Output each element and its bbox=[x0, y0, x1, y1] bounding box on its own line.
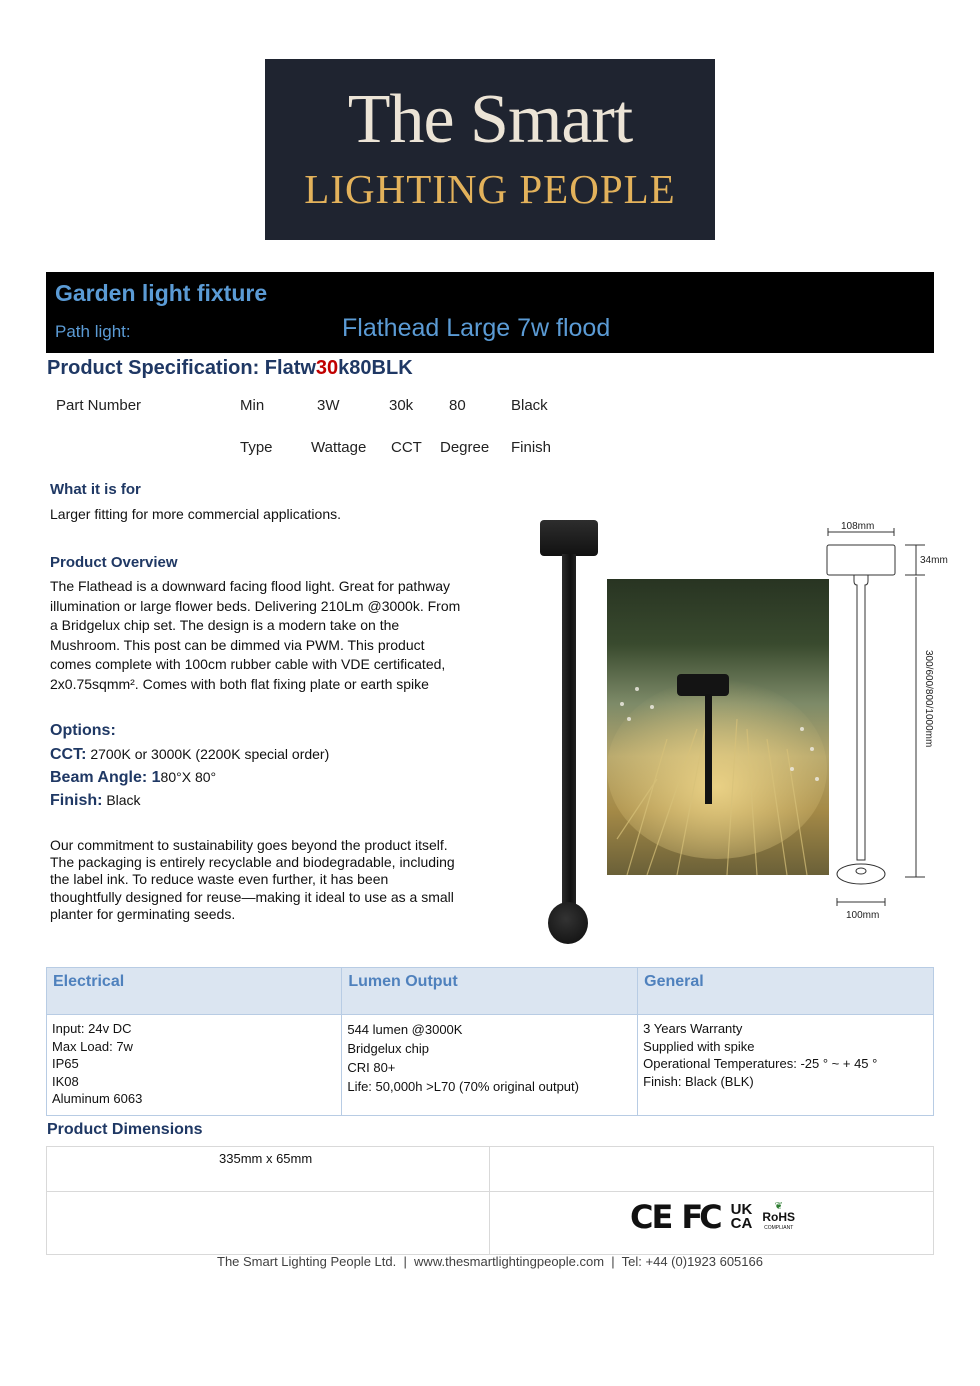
spec-header-electrical: Electrical bbox=[47, 968, 342, 1015]
code-degree-label: Degree bbox=[440, 439, 490, 456]
general-cell bbox=[638, 1015, 934, 1116]
sustainability-line: Our commitment to sustainability goes beyond the product itself. bbox=[50, 837, 448, 853]
sustainability-text bbox=[50, 837, 455, 923]
fixture-post bbox=[562, 554, 576, 926]
rohs-sub: COMPLIANT bbox=[764, 1224, 794, 1231]
spec-header-lumen: Lumen Output bbox=[342, 968, 638, 1015]
code-type-value: Min bbox=[240, 397, 265, 414]
option-cct bbox=[50, 743, 329, 766]
ce-mark: CE bbox=[629, 1198, 672, 1236]
lumen-item: Bridgelux chip bbox=[347, 1041, 429, 1056]
dimensions-value-cell bbox=[47, 1147, 490, 1192]
lumen-item: CRI 80+ bbox=[347, 1060, 396, 1075]
code-wattage-label: Wattage bbox=[311, 439, 367, 456]
code-degree-value: 80 bbox=[449, 397, 466, 414]
electrical-item: Max Load: 7w bbox=[52, 1038, 133, 1054]
general-item: 3 Years Warranty bbox=[643, 1021, 743, 1036]
option-finish-value: Black bbox=[102, 792, 141, 808]
overview-line: illumination or large flower beds. Delivering 210Lm @3000k. From bbox=[50, 597, 461, 614]
overview-line: a Bridgelux chip set. The design is a modern take on the bbox=[50, 617, 400, 633]
lumen-item: 544 lumen @3000K bbox=[347, 1022, 463, 1037]
technical-drawing bbox=[820, 515, 955, 925]
garden-photo bbox=[607, 579, 829, 875]
overview-line: The Flathead is a downward facing flood light. Great for pathway bbox=[50, 578, 450, 594]
dimensions-empty-cell bbox=[47, 1192, 490, 1255]
lumen-cell bbox=[342, 1015, 638, 1116]
options-list bbox=[50, 743, 329, 812]
ukca-bottom: CA bbox=[730, 1215, 753, 1232]
general-item: Finish: Black (BLK) bbox=[643, 1073, 754, 1089]
dim-top-width: 108mm bbox=[841, 521, 875, 532]
overview-line: 2x0.75sqmm². Comes with both flat fixing plate or earth spike bbox=[50, 675, 429, 692]
electrical-item: IP65 bbox=[52, 1056, 79, 1071]
option-beam-label: Beam Angle: 1 bbox=[50, 769, 161, 786]
overview-line: comes complete with 100cm rubber cable with VDE certificated, bbox=[50, 656, 446, 672]
spec-title bbox=[47, 357, 413, 380]
product-photo bbox=[538, 520, 598, 950]
dimensions-heading: Product Dimensions bbox=[47, 1121, 203, 1138]
code-wattage-value: 3W bbox=[317, 397, 340, 414]
electrical-item: Aluminum 6063 bbox=[52, 1091, 143, 1106]
dimensions-value: 335mm x 65mm bbox=[219, 1151, 313, 1166]
option-cct-label: CCT: bbox=[50, 746, 87, 763]
rohs-label: RoHS bbox=[762, 1209, 795, 1224]
rohs-mark bbox=[762, 1201, 795, 1234]
option-beam bbox=[50, 766, 329, 789]
spec-table bbox=[46, 967, 934, 1116]
overview-heading: Product Overview bbox=[50, 554, 178, 571]
what-for-text: Larger fitting for more commercial applications. bbox=[50, 506, 342, 522]
garden-photo-scene bbox=[607, 579, 829, 875]
option-beam-value: 80°X 80° bbox=[160, 769, 217, 785]
code-part-number: Part Number bbox=[56, 397, 142, 414]
code-finish-value: Black bbox=[511, 397, 548, 414]
spec-title-suffix: k80BLK bbox=[338, 357, 413, 379]
fixture-head bbox=[540, 520, 598, 556]
dim-head-height: 34mm bbox=[920, 555, 948, 566]
dim-post-height: 300/600/800/1000mm bbox=[923, 650, 934, 748]
product-banner bbox=[46, 272, 934, 353]
code-cct-label: CCT bbox=[391, 439, 422, 456]
overview-line: Mushroom. This post can be dimmed via PWM. This product bbox=[50, 636, 425, 653]
sustainability-line: planter for germinating seeds. bbox=[50, 905, 236, 922]
general-item: Supplied with spike bbox=[643, 1038, 755, 1054]
dim-base-width: 100mm bbox=[846, 910, 880, 921]
sustainability-line: thoughtfully designed for reuse—making it ideal to use as a small bbox=[50, 888, 454, 905]
dimensions-empty-cell bbox=[489, 1147, 933, 1192]
sustainability-line: The packaging is entirely recyclable and biodegradable, including bbox=[50, 854, 455, 871]
option-finish bbox=[50, 789, 329, 812]
options-heading: Options: bbox=[50, 722, 116, 739]
code-cct-value: 30k bbox=[389, 397, 414, 414]
footer: The Smart Lighting People Ltd. | www.thesmartlightingpeople.com | Tel: +44 (0)1923 605166 bbox=[217, 1254, 763, 1269]
electrical-item: IK08 bbox=[52, 1073, 79, 1089]
product-name: Flathead Large 7w flood bbox=[342, 314, 611, 342]
fc-mark: FC bbox=[681, 1198, 719, 1236]
ukca-mark bbox=[731, 1203, 753, 1231]
ukca-top: UK bbox=[730, 1201, 753, 1218]
logo-line-2: LIGHTING PEOPLE bbox=[304, 166, 676, 212]
fixture-base bbox=[548, 902, 588, 944]
general-item: Operational Temperatures: -25 ° ~ + 45 ° bbox=[643, 1056, 878, 1071]
certification-marks bbox=[630, 1200, 795, 1234]
spec-title-highlight: 30 bbox=[315, 357, 339, 379]
electrical-item: Input: 24v DC bbox=[52, 1021, 132, 1036]
overview-text bbox=[50, 577, 460, 694]
electrical-cell bbox=[47, 1015, 342, 1116]
company-logo bbox=[265, 59, 715, 240]
code-type-label: Type bbox=[240, 439, 273, 456]
sustainability-line: the label ink. To reduce waste even further, it has been bbox=[50, 871, 389, 888]
lumen-item: Life: 50,000h >L70 (70% original output) bbox=[347, 1079, 579, 1094]
code-finish-label: Finish bbox=[511, 439, 552, 456]
spec-header-general: General bbox=[638, 968, 934, 1015]
spec-title-prefix: Product Specification: Flatw bbox=[47, 357, 316, 379]
option-cct-value: 2700K or 3000K (2200K special order) bbox=[86, 746, 330, 762]
dimensions-table bbox=[46, 1146, 934, 1255]
subcategory-label: Path light: bbox=[55, 322, 131, 341]
option-finish-label: Finish: bbox=[50, 792, 103, 809]
what-for-heading: What it is for bbox=[50, 481, 141, 498]
certifications-cell bbox=[489, 1192, 933, 1255]
category-title: Garden light fixture bbox=[55, 280, 268, 306]
rohs-leaf-icon: ❦ bbox=[774, 1200, 783, 1212]
logo-line-1: The Smart bbox=[347, 81, 633, 158]
